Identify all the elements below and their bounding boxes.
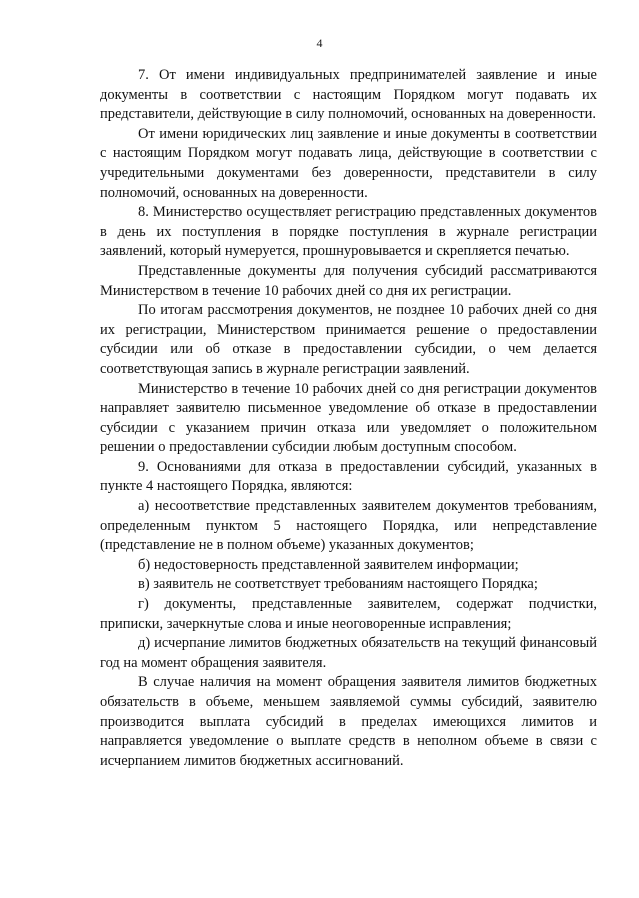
paragraph-9: 9. Основаниями для отказа в предоставлении субсидий, указанных в пункте 4 настоящего Порядка, являются: [100,458,597,495]
document-body [100,66,597,771]
paragraph-decision: По итогам рассмотрения документов, не позднее 10 рабочих дней со дня их регистрации, Министерством принимается решение о предоставлении субсидии или об отказе в предоставлении субсидии, о чем делается соответствующая запись в журнале регистрации заявлений. [100,302,597,377]
paragraph-partial-payment: В случае наличия на момент обращения заявителя лимитов бюджетных обязательств в объеме, меньшем заявляемой суммы субсидий, заявителю производится выплата субсидий в пределах имеющихся лимитов и направляется уведомление о выплате средств в неполном объеме в связи с исчерпанием лимитов бюджетных ассигнований. [100,674,597,769]
paragraph-7: 7. От имени индивидуальных предпринимателей заявление и иные документы в соответствии с настоящим Порядком могут подавать их представители, действующие в силу полномочий, основанных на доверенности. [100,67,597,123]
list-item-a: а) несоответствие представленных заявителем документов требованиям, определенным пунктом 5 настоящего Порядка, или непредставление (представление не в полном объеме) указанных документов; [100,498,597,554]
list-item-b: б) недостоверность представленной заявителем информации; [138,556,519,573]
list-item-v: в) заявитель не соответствует требованиям настоящего Порядка; [138,576,538,593]
list-item-d: д) исчерпание лимитов бюджетных обязательств на текущий финансовый год на момент обращения заявителя. [100,635,597,671]
list-item-g: г) документы, представленные заявителем, содержат подчистки, приписки, зачеркнутые слова и иные неоговоренные исправления; [100,596,597,632]
page-number: 4 [316,36,323,50]
paragraph-8: 8. Министерство осуществляет регистрацию представленных документов в день их поступления в порядке поступления в журнале регистрации заявлений, который нумеруется, прошнуровывается и скрепляется печатью. [100,204,597,260]
paragraph-review-period: Представленные документы для получения субсидий рассматриваются Министерством в течение 10 рабочих дней со дня их регистрации. [100,262,597,299]
paragraph-notification: Министерство в течение 10 рабочих дней со дня регистрации документов направляет заявителю письменное уведомление об отказе в предоставлении субсидии с указанием причин отказа или уведомляет о положительном решении о предоставлении субсидии любым доступным способом. [100,380,597,456]
paragraph-legal-entities: От имени юридических лиц заявление и иные документы в соответствии с настоящим Порядком могут подавать лица, действующие в соответствии с учредительными документами без доверенности, представители в силу полномочий, основанных на доверенности. [100,125,597,201]
